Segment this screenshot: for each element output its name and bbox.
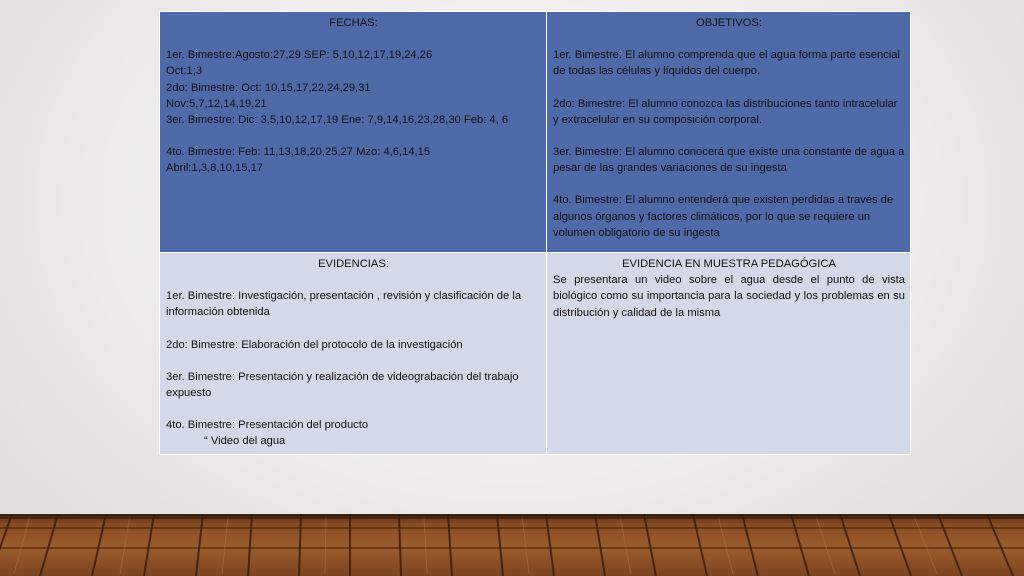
- fechas-line: 2do: Bimestre: Oct: 10,15,17,22,24,29,31: [166, 81, 371, 94]
- objetivos-header: OBJETIVOS:: [696, 17, 762, 29]
- spacer: [553, 31, 905, 47]
- spacer: [166, 128, 541, 144]
- evidencia-muestra-header: EVIDENCIA EN MUESTRA PEDAGÓGICA: [622, 258, 836, 270]
- floor-planks: [0, 514, 1024, 576]
- spacer: [166, 321, 541, 337]
- fechas-line: Nov:5,7,12,14,19,21: [166, 97, 267, 110]
- evidencias-cell: [160, 253, 547, 455]
- evidencia-item: 2do: Bimestre: Elaboración del protocolo de la investigación: [166, 338, 463, 351]
- content-table: [159, 11, 911, 455]
- evidencia-product-line: “ Video del agua: [204, 435, 286, 448]
- fechas-cell: [160, 12, 547, 253]
- fechas-line: 1er. Bimestre:Agosto:27,29 SEP: 5,10,12,17,19,24,26: [166, 49, 433, 62]
- table-row-bottom: [160, 253, 911, 455]
- objetivo-item: 2do: Bimestre: El alumno conozca las distribuciones tanto intracelular y extracelular en su composición corporal.: [553, 97, 898, 126]
- table-row-top: [160, 12, 911, 253]
- fechas-line: Abril:1,3,8,10,15,17: [166, 162, 264, 175]
- objetivo-item: 3er. Bimestre: El alumno conocerá que existe una constante de agua a pesar de las grandes variaciones de su ingesta: [553, 146, 905, 175]
- evidencia-item: 3er. Bimestre: Presentación y realización de videograbación del trabajo expuesto: [166, 370, 519, 400]
- objetivo-item: 1er. Bimestre: El alumno comprenda que el agua forma parte esencial de todas las células y líquidos del cuerpo.: [553, 49, 901, 78]
- spacer: [166, 401, 541, 417]
- spacer: [553, 176, 905, 192]
- spacer: [553, 128, 905, 144]
- spacer: [166, 272, 541, 288]
- spacer: [553, 80, 905, 96]
- fechas-line: 4to. Bimestre: Feb: 11,13,18,20,25,27 Mzo: 4,6,14,15: [166, 146, 431, 159]
- fechas-line: 3er. Bimestre: Dic: 3,5,10,12,17,19 Ene: 7,9,14,16,23,28,30 Feb: 4, 6: [166, 114, 509, 127]
- evidencia-item: 1er. Bimestre: Investigación, presentación , revisión y clasificación de la información obtenida: [166, 290, 522, 319]
- evidencia-item: 4to. Bimestre: Presentación del producto: [166, 419, 369, 432]
- evidencia-muestra-cell: [547, 253, 911, 455]
- objetivos-cell: [547, 12, 911, 253]
- fechas-line: Oct:1;3: [166, 65, 203, 78]
- spacer: [166, 353, 541, 369]
- spacer: [166, 31, 541, 47]
- evidencias-header: EVIDENCIAS:: [318, 258, 389, 270]
- wooden-floor: [0, 514, 1024, 576]
- objetivo-item: 4to. Bimestre: El alumno entenderá que existen perdidas a través de algunos órganos y factores climáticos, por lo que se requiere un volumen obligatorio de su ingesta: [553, 194, 894, 239]
- evidencia-muestra-text: Se presentara un video sobre el agua desde el punto de vista biológico como su importancia para la sociedad y los problemas en su distribución y calidad de la misma: [553, 274, 905, 319]
- fechas-header: FECHAS:: [329, 17, 378, 29]
